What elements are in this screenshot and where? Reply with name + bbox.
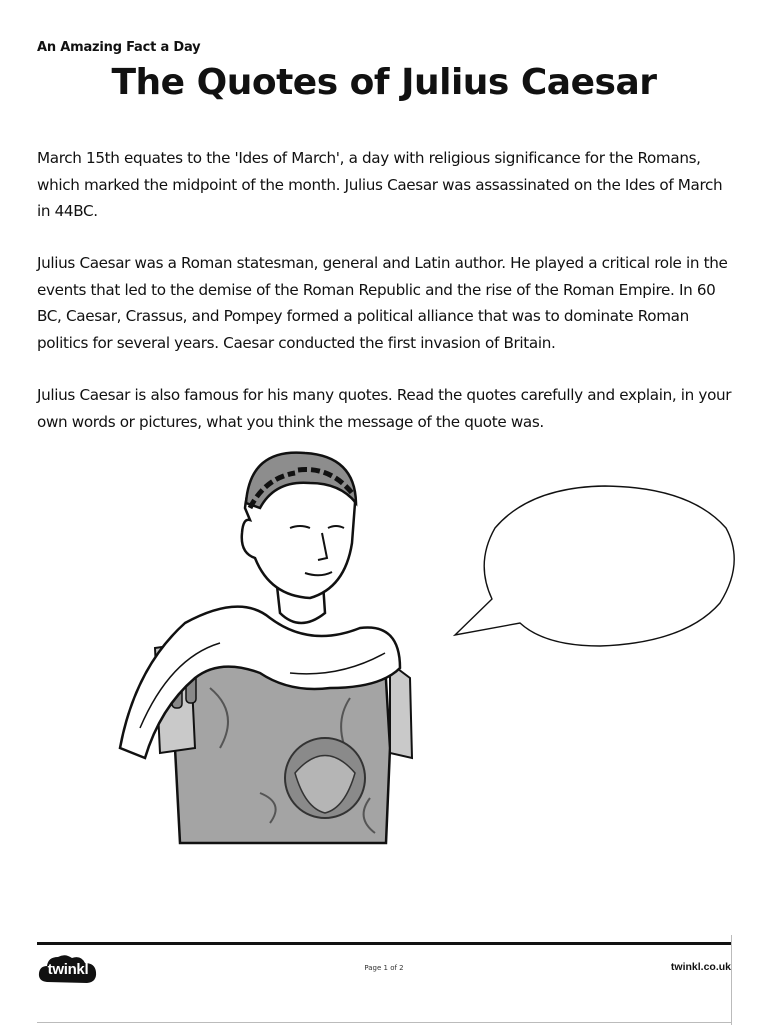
page-title: The Quotes of Julius Caesar bbox=[111, 62, 657, 103]
bio-paragraph: Julius Caesar was a Roman statesman, general and Latin author. He played a critical role in the events that led to the demise of the Roman Republic and the rise of the Roman Empire. In 60 BC, Caesar, Crassus, and Pompey formed a political alliance that was to dominate Roman politics for several years. Caesar conducted the first invasion of Britain. bbox=[37, 254, 728, 352]
footer-rule bbox=[37, 942, 731, 945]
logo-wordmark: twinkl bbox=[47, 961, 89, 978]
site-url[interactable]: twinkl.co.uk bbox=[670, 961, 731, 973]
page-bottom-line bbox=[37, 1022, 731, 1023]
kicker-heading: An Amazing Fact a Day bbox=[37, 40, 201, 55]
page-edge-line bbox=[731, 935, 732, 1025]
head bbox=[242, 453, 356, 598]
instruction-paragraph: Julius Caesar is also famous for his many quotes. Read the quotes carefully and explain, in your own words or pictures, what you think the message of the quote was. bbox=[37, 386, 732, 431]
intro-paragraph: March 15th equates to the 'Ides of March', a day with religious significance for the Romans, which marked the midpoint of the month. Julius Caesar was assassinated on the Ides of March in 44BC. bbox=[37, 149, 723, 220]
speech-bubble bbox=[450, 483, 740, 648]
caesar-illustration bbox=[100, 448, 430, 848]
page-number: Page 1 of 2 bbox=[364, 964, 404, 972]
